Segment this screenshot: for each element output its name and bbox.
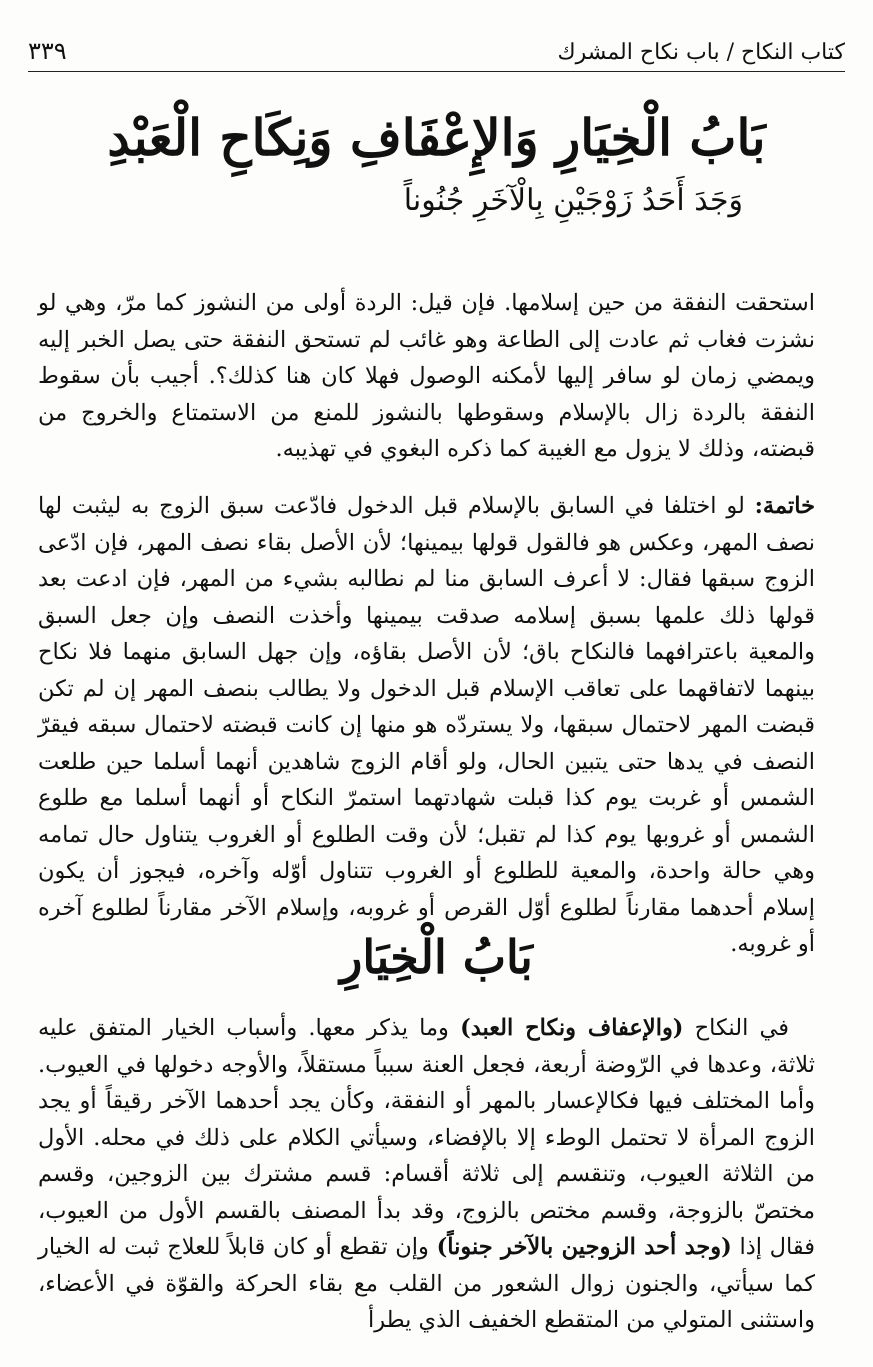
running-title: كتاب النكاح / باب نكاح المشرك [557, 40, 845, 65]
khiyar-text-c: وإن تقطع أو كان قابلاً للعلاج ثبت له الخيار كما سيأتي، والجنون زوال الشعور من القلب مع بقاء الحركة والقوّة في الأعضاء، واستثنى المتولي من المتقطع الخفيف الذي يطرأ [38, 1234, 815, 1333]
text-block-continuation [38, 285, 815, 468]
page-number: ٣٣٩ [28, 37, 67, 65]
running-head [28, 28, 845, 72]
chapter-title: بَابُ الْخِيَارِ وَالإِعْفَافِ وَنِكَاحِ الْعَبْدِ [107, 108, 766, 167]
text-block-khatima [38, 488, 815, 963]
khiyar-matn-2: (وجد أحد الزوجين بالآخر جنوناً) [436, 1234, 732, 1260]
section-title: بَابُ الْخِيَارِ [340, 930, 533, 984]
paragraph-nafaqa: استحقت النفقة من حين إسلامها. فإن قيل: الردة أولى من النشوز كما مرّ، وهي لو نشزت فغاب ثم عادت إلى الطاعة وهو غائب لم تستحق النفقة حتى يصل الخبر إليه ويمضي زمان لو سافر إليها لأمكنه الوصول فهلا كان هنا كذلك؟. أجيب بأن سقوط النفقة بالردة زال بالإسلام وسقوطها بالنشوز للمنع من الاستمتاع والخروج من قبضته، وذلك لا يزول مع الغيبة كما ذكره البغوي في تهذيبه. [38, 290, 815, 462]
khatima-text: لو اختلفا في السابق بالإسلام قبل الدخول فادّعت سبق الزوج به ليثبت لها نصف المهر، وعكس هو فالقول قولها بيمينها؛ لأن الأصل بقاء نصف المهر، فإن ادّعى الزوج سبقها فقال: لا أعرف السابق منا لم نطالبه بشيء من المهر، فإن ادعت بعد قولها ذلك علمها بسبق إسلامه صدقت بيمينها وأخذت النصف وإن جعل السبق والمعية باعترافهما فالنكاح باق؛ لأن الأصل بقاؤه، وإن جهل السابق منهما فلا نكاح بينهما لاتفاقهما على تعاقب الإسلام قبل الدخول ولا يطالب بنصف المهر إن لم تكن قبضت المهر لاحتمال سبقها، ولا يستردّه هو منها إن كانت قبضته لاحتمال سبقه فيقرّ النصف في يدها حتى يتبين الحال، ولو أقام الزوج شاهدين أنهما أسلما حين طلعت الشمس أو غربت يوم كذا قبلت شهادتهما استمرّ النكاح أو أنهما أسلما مع طلوع الشمس أو غروبها يوم كذا لم تقبل؛ لأن وقت الطلوع أو الغروب يتناول حال تمامه وهي حالة واحدة، والمعية للطلوع أو الغروب تتناول أوّله وآخره، فيجوز أن يكون إسلام أحدهما مقارناً لطلوع أوّل القرص أو غروبه، وإسلام الآخر مقارناً لطلوع آخره أو غروبه. [38, 493, 815, 957]
khiyar-matn-1: (والإعفاف ونكاح العبد) [460, 1015, 684, 1041]
khiyar-text-b: وما يذكر معها. وأسباب الخيار المتفق عليه ثلاثة، وعدها في الرّوضة أربعة، فجعل العنة سبباً مستقلاً، والأوجه دخولها في العيوب. وأما المختلف فيها فكالإعسار بالمهر أو النفقة، وكأن يجد أحدهما الآخر رقيقاً أو يجد الزوج المرأة لا تحتمل الوطء إلا بالإفضاء، وسيأتي الكلام على ذلك في محله. الأول من الثلاثة العيوب، وتنقسم إلى ثلاثة أقسام: قسم مشترك بين الزوجين، وقسم مختصّ بالزوجة، وقسم مختص بالزوج، وقد بدأ المصنف بالقسم الأول من العيوب، فقال إذا [38, 1015, 816, 1260]
paragraph-khatima [38, 488, 815, 963]
khatima-label: خاتمة: [754, 493, 816, 519]
text-block-khiyar [38, 1010, 815, 1339]
paragraph-khiyar [38, 1010, 815, 1339]
chapter-subheading: وَجَدَ أَحَدُ زَوْجَيْنِ بِالْآخَرِ جُنُوناً [403, 183, 743, 218]
khiyar-text-a: في النكاح [694, 1015, 789, 1041]
